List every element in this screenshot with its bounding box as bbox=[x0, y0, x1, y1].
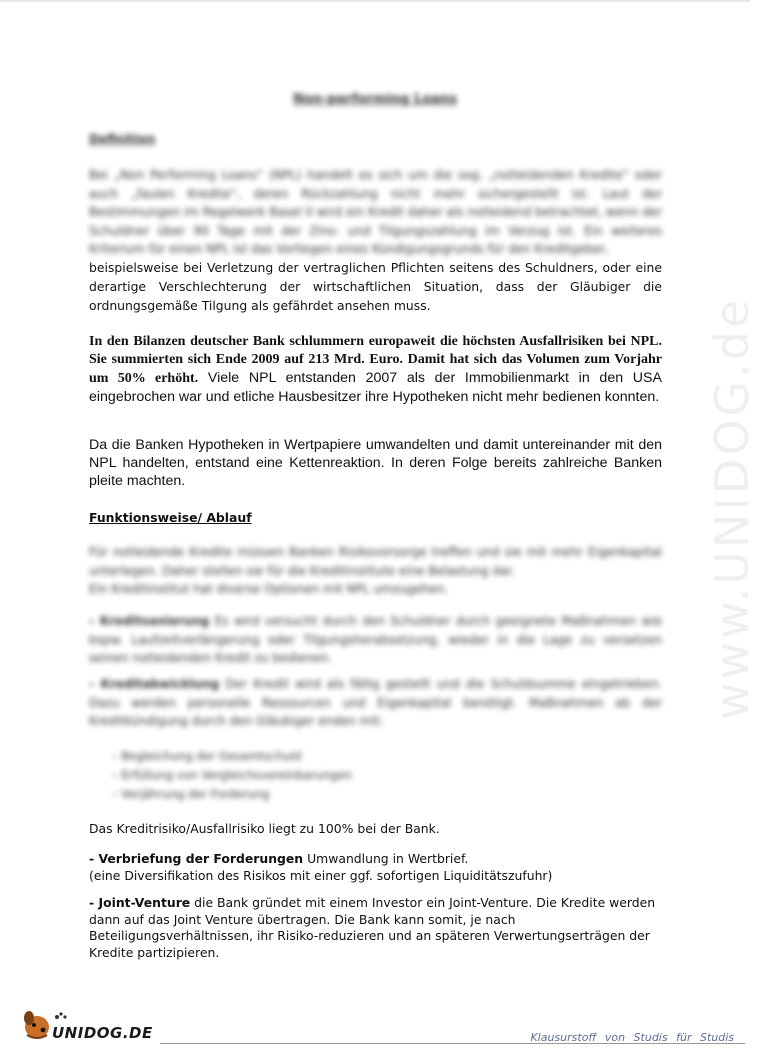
funktion-blurred-text-1: Für notleidende Kredite müssen Banken Risikovorsorge treffen und sie mit mehr Eigenkapital unterlegen. Daher stellen sie für die Kreditinstitute eine Belastung dar. bbox=[89, 545, 662, 578]
kreditabwicklung-label: - Kreditabwicklung bbox=[89, 677, 220, 691]
paragraph-bilanzen-normal: Viele NPL entstanden 2007 als der Immobilienmarkt in den USA eingebrochen war und etliche Hausbesitzer ihre Hypotheken nicht mehr bedienen konnten. bbox=[89, 370, 662, 405]
list-item: – Verjährung der Forderung bbox=[112, 785, 352, 804]
kreditsanierung-label: - Kreditsanierung bbox=[89, 614, 210, 628]
watermark-text: www.UNIDOG.de bbox=[705, 296, 759, 720]
verbriefung-label: - Verbriefung der Forderungen bbox=[89, 851, 304, 866]
joint-venture-block bbox=[89, 895, 662, 961]
definition-blurred-text: Bei „Non Performing Loans“ (NPL) handelt es sich um die sog. „notleidenden Kredite“ oder auch „faulen Kredite“, deren Rückzahlung nicht mehr sichergestellt ist. Laut der Bestimmungen im Regelwerk Basel II wird ein Kredit daher als notleidend betrachtet, wenn der Schuldner über 90 Tage mit der Zins- und Tilgungszahlung im Verzug ist. Ein weiteres Kriterium für einen NPL ist das Vorliegen eines Kündigungsgrunds für den Kreditgeber, bbox=[89, 168, 662, 256]
logo-text[interactable]: UNIDOG.DE bbox=[52, 1024, 153, 1042]
paragraph-bilanzen-bold: In den Bilanzen deutscher Bank schlummern europaweit die höchsten Ausfallrisiken bei NPL. Sie summierten sich Ende 2009 auf 213 Mrd. Euro. Damit hat sich das Volumen zum Vorjahr um 50% erhöht. bbox=[89, 334, 662, 386]
kreditsanierung-text: Es wird versucht durch den Schuldner durch geeignete Maßnahmen wie bspw. Laufzeitverlängerung oder Tilgungsherabsetzung, wieder in die Lage zu versetzen seinen notleidenden Kredit zu bedienen. bbox=[89, 614, 662, 665]
joint-venture-text: die Bank gründet mit einem Investor ein Joint-Venture. Die Kredite werden dann auf das Joint Venture übertragen. Die Bank kann somit, je nach Beteiligungsverhältnissen, ihr Risiko-reduzieren und an späteren Verwertungserträgen der Kredite partizipieren. bbox=[89, 895, 656, 960]
kreditabwicklung-block bbox=[89, 675, 662, 731]
heading-funktionsweise: Funktionsweise/ Ablauf bbox=[89, 510, 252, 525]
verbriefung-block bbox=[89, 851, 662, 884]
heading-definition: Definition bbox=[89, 132, 156, 146]
funktion-blurred-text-2: Ein Kreditinstitut hat diverse Optionen mit NPL umzugehen. bbox=[89, 582, 448, 596]
bullet-list bbox=[112, 747, 352, 804]
kreditsanierung-block bbox=[89, 612, 662, 668]
kreditabwicklung-text: Der Kredit wird als fällig gestellt und die Schuldsumme eingetrieben. Dazu werden personelle Ressourcen und Eigenkapital benötigt. Maßnahmen ab der Kreditkündigung durch den Gläubiger enden mit: bbox=[89, 677, 662, 728]
definition-visible-text: beispielsweise bei Verletzung der vertraglichen Pflichten seitens des Schuldners, oder eine derartige Verschlechterung der wirtschaftlichen Situation, dass der Gläubiger die ordnungsgemäße Tilgung als gefährdet ansehen muss. bbox=[89, 260, 662, 313]
verbriefung-text: Umwandlung in Wertbrief. bbox=[303, 851, 469, 866]
joint-venture-label: - Joint-Venture bbox=[89, 895, 191, 910]
footer-tagline: Klausurstoff von Studis für Studis bbox=[530, 1031, 734, 1044]
list-item: – Begleichung der Gesamtschuld bbox=[112, 747, 352, 766]
list-item: – Erfüllung von Vergleichsvereinbarungen bbox=[112, 766, 352, 785]
top-border bbox=[0, 0, 750, 2]
risk-statement: Das Kreditrisiko/Ausfallrisiko liegt zu 100% bei der Bank. bbox=[89, 821, 440, 836]
paragraph-bilanzen bbox=[89, 333, 662, 407]
document-title: Non-performing Loans bbox=[292, 92, 458, 107]
paragraph-kettenreaktion: Da die Banken Hypotheken in Wertpapiere umwandelten und damit untereinander mit den NPL handelten, entstand eine Kettenreaktion. In deren Folge bereits zahlreiche Banken pleite machten. bbox=[89, 437, 662, 489]
verbriefung-note: (eine Diversifikation des Risikos mit einer ggf. sofortigen Liquiditätszufuhr) bbox=[89, 867, 553, 883]
